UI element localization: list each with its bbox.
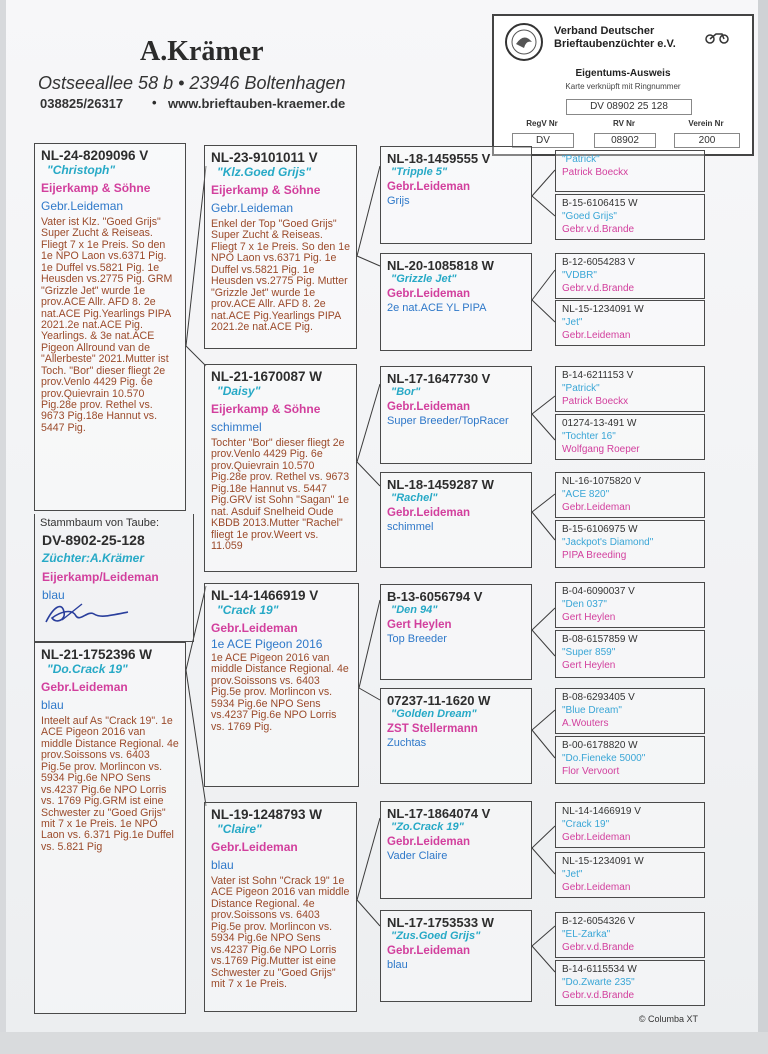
- g4-ring: B-15-6106415 W: [562, 198, 638, 209]
- breeder-address: Ostseeallee 58 b • 23946 Boltenhagen: [38, 73, 346, 93]
- g3-info: Vader Claire: [387, 850, 448, 862]
- g3-owner: Gebr.Leideman: [387, 836, 471, 848]
- g3-ring: NL-17-1753533 W: [387, 915, 494, 930]
- sire-dam-description: Tochter "Bor" dieser fliegt 2e prov.Venlo 4429 Pig. 6e prov.Quievrain 10.570 Pig.28e prov. Rethel vs. 9673 Pig.18e Hannut vs. 5447 Pig.GRV ist Sohn "Sagan" 1e nat. Asduif Snelheid Oude KBDB 2013.Mutter "Rachel" fliegt 1e prov.Weert vs. 11.059: [211, 437, 350, 552]
- sire-sire-name: "Klz.Goed Grijs": [217, 165, 312, 179]
- card-col-rv: RV Nr: [612, 119, 636, 128]
- sire-dam-info: schimmel: [211, 420, 262, 434]
- g4-box-12: [555, 736, 705, 784]
- g3-name: "Zo.Crack 19": [391, 821, 464, 833]
- g4-ring: B-12-6054283 V: [562, 257, 635, 268]
- g4-owner: Gebr.Leideman: [562, 882, 631, 893]
- g4-ring: B-15-6106975 W: [562, 524, 638, 535]
- sire-sire-description: Enkel der Top "Goed Grijs" Super Zucht & Reiseas. Fliegt 7 x 1e Preis. So den 1e NPO Laon vs.6371 Pig. 1e Duffel vs.5821 Pig. 1e Heusden vs.2775 Pig. Mutter "Grizzle Jet" wurde 1e prov.ACE Allr. AFD 8. 2e nat.ACE Pig.Yearlings PIPA 2021.2e nat.ACE Pig.: [211, 218, 350, 333]
- g4-box-15: [555, 912, 705, 958]
- g4-name: "ACE 820": [562, 489, 610, 500]
- g4-ring: NL-15-1234091 W: [562, 856, 644, 867]
- sire-dam-owner: Eijerkamp & Söhne: [211, 402, 321, 416]
- g3-info: Zuchtas: [387, 737, 427, 749]
- g4-box-10: [555, 630, 705, 678]
- g3-info: Super Breeder/TopRacer: [387, 415, 509, 427]
- g3-name: "Rachel": [391, 492, 438, 504]
- sire-dam-ring: NL-21-1670087 W: [211, 369, 323, 384]
- g4-box-6: [555, 414, 705, 460]
- g4-owner: Patrick Boeckx: [562, 396, 629, 407]
- g4-owner: A.Wouters: [562, 718, 609, 729]
- g3-ring: NL-18-1459555 V: [387, 151, 491, 166]
- g4-name: "Jet": [562, 869, 583, 880]
- card-title: Eigentums-Ausweis: [575, 68, 671, 79]
- g4-box-16: [555, 960, 705, 1006]
- g4-ring: NL-15-1234091 W: [562, 304, 644, 315]
- g4-ring: B-14-6115534 W: [562, 964, 637, 975]
- sire-box: [34, 143, 186, 511]
- g4-owner: Wolfgang Roeper: [562, 444, 640, 455]
- dam-dam-info: blau: [211, 858, 234, 872]
- g4-owner: Gebr.Leideman: [562, 832, 631, 843]
- sire-description: Vater ist Klz. "Goed Grijs" Super Zucht & Reiseas. Fliegt 7 x 1e Preis. So den 1e NPO Laon vs.6371 Pig. 1e Duffel vs.5821 Pig. 1e Heusden vs.2775 Pig. GRM "Grizzle Jet" wurde 1e prov.ACE Allr. AFD 8. 2e nat.ACE Pig.Yearlings PIPA 2021.2e nat.ACE Pig. Yearlings. & 3e nat.ACE Pigeon Allround van de "Allerbeste" 2021.Mutter ist Toch. "Bor" dieser fliegt 2e prov.Venlo 4429 Pig. 6e prov.Quievrain 10.570 Pig.28e prov. Rethel vs. 9673 Pig.18e Hannut vs. 5447 Pig.: [41, 216, 173, 434]
- dam-ring: NL-21-1752396 W: [41, 647, 153, 662]
- g4-owner: Gebr.v.d.Brande: [562, 283, 635, 294]
- g4-ring: B-14-6211153 V: [562, 370, 634, 381]
- copyright-label: © Columba XT: [638, 1014, 698, 1024]
- g4-box-3: [555, 253, 705, 299]
- g3-ring: NL-20-1085818 W: [387, 258, 494, 273]
- g4-box-5: [555, 366, 705, 412]
- g3-info: Top Breeder: [387, 633, 447, 645]
- g3-box-5: [380, 584, 532, 680]
- g4-name: "Goed Grijs": [562, 211, 617, 222]
- g4-owner: Gebr.Leideman: [562, 502, 631, 513]
- g4-name: "Super 859": [562, 647, 616, 658]
- dam-dam-description: Vater ist Sohn "Crack 19" 1e ACE Pigeon 2016 van middle Distance Regional. 4e prov.Soissons vs. 6403 Pig.5e prov. Morlincon vs. 5934 Pig.6e NPO Sens vs.4237 Pig.6e NPO Lorris vs.1769 Pig.Mutter ist eine Schwester zu "Goed Grijs" mit 7 x 1e Preis.: [211, 875, 350, 990]
- subject-owner: Eijerkamp/Leideman: [42, 570, 159, 584]
- g3-ring: NL-17-1647730 V: [387, 371, 491, 386]
- subject-label: Stammbaum von Taube:: [40, 517, 160, 529]
- g4-ring: NL-14-1466919 V: [562, 806, 641, 817]
- g4-owner: Gebr.v.d.Brande: [562, 990, 635, 1001]
- sire-dam-name: "Daisy": [217, 384, 261, 398]
- g3-box-8: [380, 910, 532, 1002]
- dam-description: Inteelt auf As "Crack 19". 1e ACE Pigeon 2016 van middle Distance Regional. 4e prov.Soissons vs. 6403 Pig.5e prov. Morlincon vs. 5934 Pig.6e NPO Sens vs.4237 Pig.6e NPO Lorris vs. 1769 Pig.GRM ist eine Schwester zu "Goed Grijs" mit 7 x 1e Preis. 1e NPO Laon vs. 6.371 Pig.1e Duffel vs. 5.821 Pig: [41, 715, 179, 853]
- g3-owner: Gebr.Leideman: [387, 401, 471, 413]
- g4-owner: Patrick Boeckx: [562, 167, 629, 178]
- g3-ring: NL-17-1864074 V: [387, 806, 491, 821]
- dam-dam-name: "Claire": [217, 822, 262, 836]
- sire-name: "Christoph": [47, 163, 116, 177]
- breeder-phone: 038825/26317: [40, 96, 124, 111]
- g3-name: "Tripple 5": [391, 166, 448, 178]
- g4-box-8: [555, 520, 705, 568]
- g4-name: "Blue Dream": [562, 705, 622, 716]
- g3-owner: Gert Heylen: [387, 619, 452, 631]
- g3-owner: Gebr.Leideman: [387, 181, 471, 193]
- g4-name: "Jet": [562, 317, 583, 328]
- g3-owner: Gebr.Leideman: [387, 507, 471, 519]
- card-col-verein: Verein Nr: [688, 119, 724, 128]
- g4-box-1: [555, 150, 705, 192]
- g3-box-4: [380, 472, 532, 568]
- sire-sire-ring: NL-23-9101011 V: [211, 150, 318, 165]
- card-val-regv: DV: [512, 133, 574, 148]
- g3-name: "Grizzle Jet": [391, 273, 457, 285]
- g4-box-7: [555, 472, 705, 518]
- g3-owner: ZST Stellermann: [387, 723, 478, 735]
- dam-dam-ring: NL-19-1248793 W: [211, 807, 323, 822]
- g3-info: 2e nat.ACE YL PIPA: [387, 302, 487, 314]
- g3-info: blau: [387, 959, 408, 971]
- g4-box-11: [555, 688, 705, 734]
- g3-box-6: [380, 688, 532, 784]
- card-org-line2: Brieftaubenzüchter e.V.: [554, 38, 676, 50]
- g3-name: "Bor": [391, 386, 421, 398]
- g4-name: "EL-Zarka": [562, 929, 611, 940]
- g4-name: "Patrick": [562, 383, 600, 394]
- dam-sire-box: [204, 583, 359, 787]
- subject-color: blau: [42, 588, 65, 602]
- g4-box-4: [555, 300, 705, 346]
- card-val-verein: 200: [674, 133, 740, 148]
- g3-box-3: [380, 366, 532, 464]
- bullet-separator: •: [152, 95, 157, 110]
- dam-dam-owner: Gebr.Leideman: [211, 840, 298, 854]
- g4-ring: NL-16-1075820 V: [562, 476, 641, 487]
- dam-info: blau: [41, 698, 64, 712]
- g4-name: "Den 037": [562, 599, 607, 610]
- g4-name: "Tochter 16": [562, 431, 616, 442]
- g4-box-9: [555, 582, 705, 628]
- g4-ring: B-08-6157859 W: [562, 634, 638, 645]
- g4-ring: B-08-6293405 V: [562, 692, 635, 703]
- g4-name: "Do.Fieneke 5000": [562, 753, 646, 764]
- g3-box-2: [380, 253, 532, 351]
- g4-ring: 01274-13-491 W: [562, 418, 637, 429]
- g4-owner: PIPA Breeding: [562, 550, 627, 561]
- breeder-website: www.brieftauben-kraemer.de: [168, 96, 346, 111]
- g3-ring: 07237-11-1620 W: [387, 693, 491, 708]
- g4-name: "Jackpot's Diamond": [562, 537, 654, 548]
- card-ring-number: DV 08902 25 128: [566, 99, 692, 115]
- g4-name: "Do.Zwarte 235": [562, 977, 635, 988]
- g4-ring: B-00-6178820 W: [562, 740, 638, 751]
- sire-sire-box: [204, 145, 357, 349]
- dam-name: "Do.Crack 19": [47, 662, 128, 676]
- sire-owner: Eijerkamp & Söhne: [41, 181, 151, 195]
- card-subtitle: Karte verknüpft mit Ringnummer: [565, 82, 681, 91]
- sire-info: Gebr.Leideman: [41, 199, 124, 213]
- dam-sire-name: "Crack 19": [217, 603, 279, 617]
- sire-sire-owner: Eijerkamp & Söhne: [211, 183, 321, 197]
- breeder-name: A.Krämer: [140, 36, 264, 67]
- dam-sire-owner: Gebr.Leideman: [211, 621, 298, 635]
- g3-owner: Gebr.Leideman: [387, 945, 471, 957]
- g4-name: "VDBR": [562, 270, 597, 281]
- g4-owner: Gert Heylen: [562, 660, 616, 671]
- g3-name: "Den 94": [391, 604, 438, 616]
- g4-name: "Patrick": [562, 154, 600, 165]
- subject-breeder: Züchter:A.Krämer: [42, 551, 145, 565]
- sire-sire-info: Gebr.Leideman: [211, 201, 294, 215]
- g4-owner: Gebr.v.d.Brande: [562, 224, 635, 235]
- g4-name: "Crack 19": [562, 819, 610, 830]
- sire-dam-box: [204, 364, 357, 572]
- g3-name: "Zus.Goed Grijs": [391, 930, 481, 942]
- g4-ring: B-04-6090037 V: [562, 586, 635, 597]
- g4-owner: Gebr.Leideman: [562, 330, 631, 341]
- card-org-line1: Verband Deutscher: [554, 25, 655, 37]
- g3-name: "Golden Dream": [391, 708, 477, 720]
- sire-ring: NL-24-8209096 V: [41, 148, 149, 163]
- g4-ring: B-12-6054326 V: [562, 916, 635, 927]
- g3-info: Grijs: [387, 195, 410, 207]
- dam-sire-info: 1e ACE Pigeon 2016: [211, 637, 323, 651]
- g3-ring: NL-18-1459287 W: [387, 477, 494, 492]
- dam-sire-ring: NL-14-1466919 V: [211, 588, 319, 603]
- signature-icon: [42, 598, 132, 628]
- card-val-rv: 08902: [594, 133, 656, 148]
- subject-ring: DV-8902-25-128: [42, 532, 145, 548]
- g3-box-7: [380, 801, 532, 899]
- card-col-regv: RegV Nr: [526, 119, 558, 128]
- g4-box-13: [555, 802, 705, 848]
- dam-owner: Gebr.Leideman: [41, 680, 128, 694]
- g4-box-2: [555, 194, 705, 240]
- dam-box: [34, 642, 186, 1014]
- g3-owner: Gebr.Leideman: [387, 288, 471, 300]
- g4-owner: Flor Vervoort: [562, 766, 620, 777]
- g3-box-1: [380, 146, 532, 244]
- dam-sire-description: 1e ACE Pigeon 2016 van middle Distance Regional. 4e prov.Soissons vs. 6403 Pig.5e prov. Morlincon vs. 5934 Pig.6e NPO Sens vs.4237 Pig.6e NPO Lorris vs. 1769 Pig.: [211, 652, 349, 733]
- g3-info: schimmel: [387, 521, 434, 533]
- g4-owner: Gebr.v.d.Brande: [562, 942, 635, 953]
- g4-box-14: [555, 852, 705, 898]
- g3-ring: B-13-6056794 V: [387, 589, 483, 604]
- g4-owner: Gert Heylen: [562, 612, 616, 623]
- dam-dam-box: [204, 802, 357, 1012]
